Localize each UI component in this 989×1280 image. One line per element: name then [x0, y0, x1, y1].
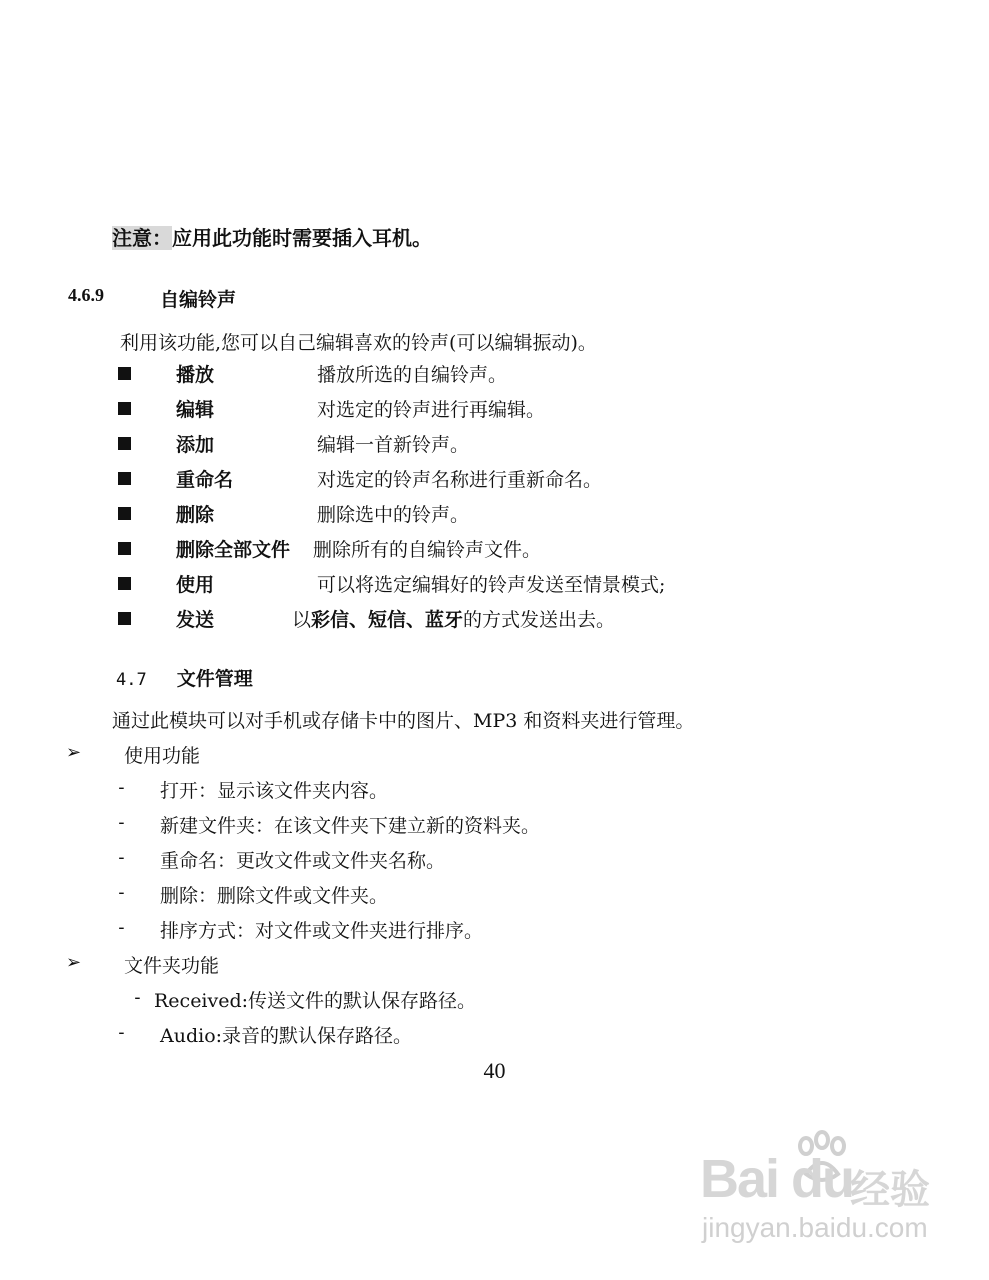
item-desc: 可以将选定编辑好的铃声发送至情景模式; [317, 574, 666, 596]
section-47-intro: 通过此模块可以对手机或存储卡中的图片、MP3 和资料夹进行管理。 [112, 710, 695, 732]
use-functions-title: 使用功能 [124, 745, 201, 767]
dash-bullet: - [116, 917, 127, 938]
item-name: 删除 [176, 504, 215, 526]
item-name: 播放 [176, 364, 215, 386]
arrow-bullet-icon: ➢ [66, 952, 82, 973]
item-name: 重命名 [176, 469, 234, 491]
square-bullet-icon [118, 472, 131, 485]
square-bullet-icon [118, 437, 131, 450]
list-item: 排序方式：对文件或文件夹进行排序。 [160, 920, 484, 942]
baidu-jingyan-watermark [700, 1130, 950, 1250]
list-item: Received:传送文件的默认保存路径。 [154, 990, 477, 1012]
item-desc: 删除所有的自编铃声文件。 [313, 539, 542, 561]
section-469-number: 4.6.9 [68, 285, 104, 305]
item-desc-prefix: 以 [292, 609, 312, 631]
item-desc: 对选定的铃声名称进行重新命名。 [317, 469, 603, 491]
item-desc: 删除选中的铃声。 [317, 504, 470, 526]
note-label: 注意： [112, 226, 172, 250]
section-469-intro: 利用该功能,您可以自己编辑喜欢的铃声(可以编辑振动)。 [120, 332, 597, 354]
folder-functions-title: 文件夹功能 [124, 955, 220, 977]
item-name: 发送 [176, 609, 215, 631]
square-bullet-icon [118, 577, 131, 590]
section-47-heading [116, 664, 253, 691]
square-bullet-icon [118, 402, 131, 415]
dash-bullet: - [116, 847, 127, 868]
dash-bullet: - [116, 882, 127, 903]
item-desc [292, 605, 615, 632]
item-desc: 播放所选的自编铃声。 [317, 364, 508, 386]
list-item: 删除：删除文件或文件夹。 [160, 885, 389, 907]
arrow-bullet-icon: ➢ [66, 742, 82, 763]
list-item: 新建文件夹：在该文件夹下建立新的资料夹。 [160, 815, 541, 837]
dash-bullet: - [116, 812, 127, 833]
item-name: 删除全部文件 [176, 539, 291, 561]
watermark-url: jingyan.baidu.com [702, 1212, 928, 1243]
square-bullet-icon [118, 507, 131, 520]
item-desc: 对选定的铃声进行再编辑。 [317, 399, 546, 421]
watermark-cn-text: 经验 [850, 1167, 930, 1213]
section-47-title: 文件管理 [176, 668, 253, 690]
item-desc-suffix: 的方式发送出去。 [463, 609, 616, 631]
item-desc-bold: 彩信、短信、蓝牙 [311, 609, 464, 631]
dash-bullet: - [116, 777, 127, 798]
square-bullet-icon [118, 542, 131, 555]
item-desc: 编辑一首新铃声。 [317, 434, 470, 456]
note-line [112, 222, 432, 251]
list-item: Audio:录音的默认保存路径。 [160, 1025, 413, 1047]
note-text: 应用此功能时需要插入耳机。 [172, 226, 432, 250]
item-name: 使用 [176, 574, 215, 596]
watermark-logo-text: Bai du [700, 1149, 854, 1209]
square-bullet-icon [118, 367, 131, 380]
dash-bullet: - [132, 987, 143, 1008]
dash-bullet: - [116, 1022, 127, 1043]
square-bullet-icon [118, 612, 131, 625]
item-name: 添加 [176, 434, 215, 456]
page-number: 40 [483, 1058, 506, 1083]
list-item: 打开：显示该文件夹内容。 [160, 780, 389, 802]
list-item: 重命名：更改文件或文件夹名称。 [160, 850, 446, 872]
item-name: 编辑 [176, 399, 215, 421]
section-469-title: 自编铃声 [160, 289, 237, 311]
section-47-number: 4.7 [116, 670, 147, 690]
